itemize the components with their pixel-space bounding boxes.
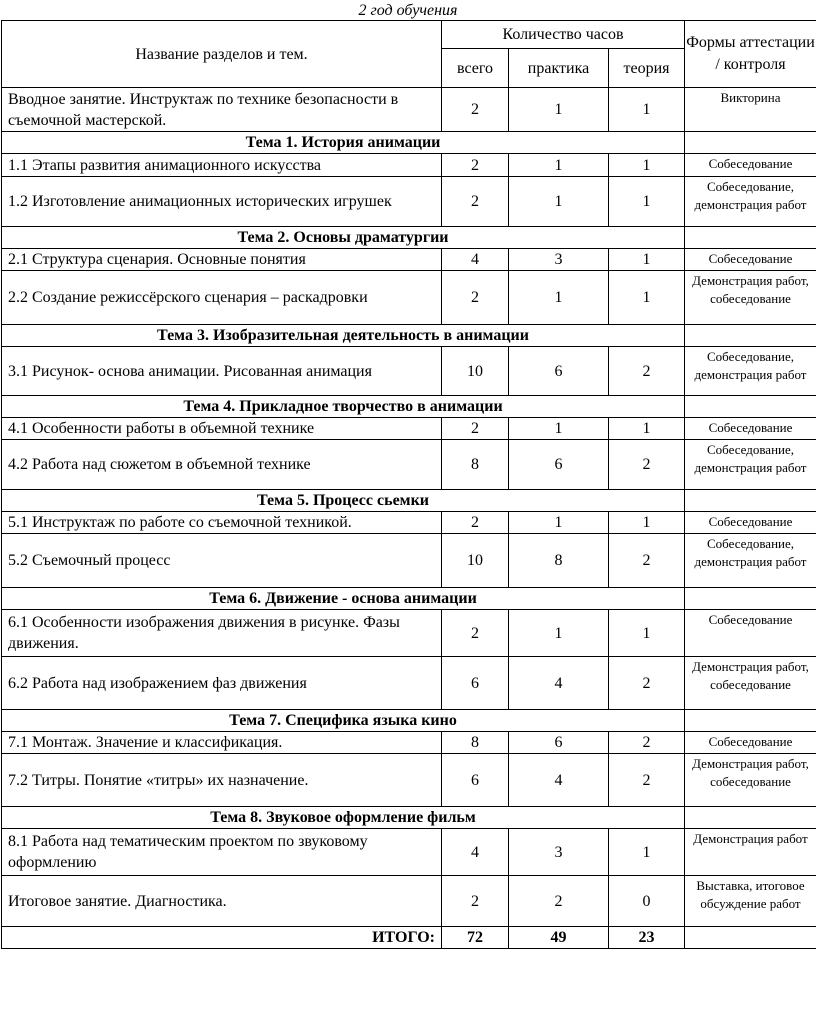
row-title: 4.1 Особенности работы в объемной технике — [2, 418, 442, 440]
row-assessment-form: Викторина — [685, 88, 816, 132]
header-practice: практика — [509, 49, 609, 88]
row-title: Итоговое занятие. Диагностика. — [2, 876, 442, 927]
theme-title: Тема 8. Звуковое оформление фильм — [2, 807, 685, 829]
row-assessment-form: Собеседование, демонстрация работ — [685, 347, 816, 396]
totals-empty-cell — [685, 927, 816, 949]
table-row — [2, 440, 816, 490]
theme-title: Тема 3. Изобразительная деятельность в анимации — [2, 325, 685, 347]
table-row — [2, 271, 816, 325]
row-total-hours: 4 — [442, 249, 509, 271]
row-assessment-form: Выставка, итоговое обсуждение работ — [685, 876, 816, 927]
row-assessment-form: Демонстрация работ, собеседование — [685, 271, 816, 325]
row-total-hours: 4 — [442, 829, 509, 876]
row-total-hours: 2 — [442, 512, 509, 534]
row-practice-hours: 6 — [509, 732, 609, 754]
theme-row — [2, 227, 816, 249]
row-total-hours: 8 — [442, 732, 509, 754]
row-assessment-form: Собеседование — [685, 154, 816, 177]
table-row — [2, 177, 816, 227]
row-practice-hours: 1 — [509, 271, 609, 325]
totals-practice: 49 — [509, 927, 609, 949]
row-title: 1.2 Изготовление анимационных исторических игрушек — [2, 177, 442, 227]
row-theory-hours: 2 — [609, 440, 685, 490]
row-practice-hours: 6 — [509, 347, 609, 396]
row-theory-hours: 1 — [609, 610, 685, 657]
row-theory-hours: 2 — [609, 534, 685, 588]
header-topic: Название разделов и тем. — [2, 21, 442, 88]
row-title: 5.1 Инструктаж по работе со съемочной техникой. — [2, 512, 442, 534]
row-theory-hours: 2 — [609, 754, 685, 807]
row-title: 1.1 Этапы развития анимационного искусства — [2, 154, 442, 177]
theme-title: Тема 6. Движение - основа анимации — [2, 588, 685, 610]
row-assessment-form: Собеседование, демонстрация работ — [685, 534, 816, 588]
row-total-hours: 2 — [442, 177, 509, 227]
table-body — [2, 88, 816, 927]
table-row — [2, 249, 816, 271]
table-row — [2, 732, 816, 754]
row-assessment-form: Собеседование — [685, 610, 816, 657]
row-theory-hours: 1 — [609, 249, 685, 271]
row-title: 7.2 Титры. Понятие «титры» их назначение. — [2, 754, 442, 807]
row-practice-hours: 1 — [509, 418, 609, 440]
row-assessment-form: Демонстрация работ, собеседование — [685, 657, 816, 710]
table-row — [2, 154, 816, 177]
totals-total: 72 — [442, 927, 509, 949]
row-theory-hours: 0 — [609, 876, 685, 927]
theme-row — [2, 710, 816, 732]
row-total-hours: 6 — [442, 754, 509, 807]
theme-empty-cell — [685, 710, 816, 732]
row-practice-hours: 1 — [509, 177, 609, 227]
table-caption: 2 год обучения — [358, 2, 458, 19]
row-assessment-form: Собеседование — [685, 732, 816, 754]
row-assessment-form: Собеседование, демонстрация работ — [685, 177, 816, 227]
theme-row — [2, 325, 816, 347]
row-theory-hours: 2 — [609, 657, 685, 710]
table-row — [2, 754, 816, 807]
row-title: 3.1 Рисунок- основа анимации. Рисованная анимация — [2, 347, 442, 396]
row-practice-hours: 2 — [509, 876, 609, 927]
row-total-hours: 10 — [442, 534, 509, 588]
header-row — [2, 21, 816, 49]
theme-empty-cell — [685, 396, 816, 418]
theme-title: Тема 7. Специфика языка кино — [2, 710, 685, 732]
row-theory-hours: 1 — [609, 418, 685, 440]
row-total-hours: 8 — [442, 440, 509, 490]
hours-table — [1, 20, 816, 949]
header-total: всего — [442, 49, 509, 88]
theme-row — [2, 807, 816, 829]
row-assessment-form: Собеседование — [685, 418, 816, 440]
row-title: 6.1 Особенности изображения движения в рисунке. Фазы движения. — [2, 610, 442, 657]
row-total-hours: 2 — [442, 610, 509, 657]
row-assessment-form: Собеседование — [685, 249, 816, 271]
row-practice-hours: 1 — [509, 610, 609, 657]
row-theory-hours: 1 — [609, 829, 685, 876]
row-title: 8.1 Работа над тематическим проектом по звуковому оформлению — [2, 829, 442, 876]
header-forms: Формы аттестации / контроля — [685, 21, 816, 88]
row-title: 4.2 Работа над сюжетом в объемной технике — [2, 440, 442, 490]
row-practice-hours: 1 — [509, 88, 609, 132]
row-total-hours: 6 — [442, 657, 509, 710]
row-total-hours: 2 — [442, 876, 509, 927]
theme-row — [2, 490, 816, 512]
row-practice-hours: 8 — [509, 534, 609, 588]
row-title: 7.1 Монтаж. Значение и классификация. — [2, 732, 442, 754]
row-title: 5.2 Съемочный процесс — [2, 534, 442, 588]
theme-empty-cell — [685, 227, 816, 249]
row-assessment-form: Собеседование, демонстрация работ — [685, 440, 816, 490]
row-title: 6.2 Работа над изображением фаз движения — [2, 657, 442, 710]
table-row — [2, 657, 816, 710]
table-row — [2, 829, 816, 876]
table-row — [2, 610, 816, 657]
table-row — [2, 876, 816, 927]
totals-row — [2, 927, 816, 949]
table-row — [2, 418, 816, 440]
table-row — [2, 512, 816, 534]
row-theory-hours: 1 — [609, 512, 685, 534]
row-total-hours: 2 — [442, 88, 509, 132]
row-theory-hours: 2 — [609, 347, 685, 396]
row-total-hours: 2 — [442, 154, 509, 177]
row-theory-hours: 1 — [609, 154, 685, 177]
theme-row — [2, 588, 816, 610]
row-assessment-form: Собеседование — [685, 512, 816, 534]
row-practice-hours: 6 — [509, 440, 609, 490]
theme-empty-cell — [685, 588, 816, 610]
row-practice-hours: 1 — [509, 512, 609, 534]
theme-title: Тема 4. Прикладное творчество в анимации — [2, 396, 685, 418]
theme-empty-cell — [685, 807, 816, 829]
theme-title: Тема 1. История анимации — [2, 132, 685, 154]
theme-title: Тема 2. Основы драматургии — [2, 227, 685, 249]
row-assessment-form: Демонстрация работ, собеседование — [685, 754, 816, 807]
table-row — [2, 534, 816, 588]
row-title: 2.2 Создание режиссёрского сценария – раскадровки — [2, 271, 442, 325]
theme-empty-cell — [685, 325, 816, 347]
row-theory-hours: 1 — [609, 271, 685, 325]
row-total-hours: 2 — [442, 271, 509, 325]
row-theory-hours: 1 — [609, 88, 685, 132]
table-row — [2, 347, 816, 396]
totals-label: ИТОГО: — [2, 927, 442, 949]
theme-row — [2, 396, 816, 418]
theme-empty-cell — [685, 132, 816, 154]
table-row — [2, 88, 816, 132]
row-assessment-form: Демонстрация работ — [685, 829, 816, 876]
theme-title: Тема 5. Процесс сьемки — [2, 490, 685, 512]
row-total-hours: 10 — [442, 347, 509, 396]
theme-row — [2, 132, 816, 154]
row-title: Вводное занятие. Инструктаж по технике безопасности в съемочной мастерской. — [2, 88, 442, 132]
row-practice-hours: 3 — [509, 249, 609, 271]
totals-theory: 23 — [609, 927, 685, 949]
row-practice-hours: 3 — [509, 829, 609, 876]
row-practice-hours: 4 — [509, 657, 609, 710]
header-hours: Количество часов — [442, 21, 685, 49]
row-theory-hours: 2 — [609, 732, 685, 754]
theme-empty-cell — [685, 490, 816, 512]
row-theory-hours: 1 — [609, 177, 685, 227]
row-total-hours: 2 — [442, 418, 509, 440]
row-title: 2.1 Структура сценария. Основные понятия — [2, 249, 442, 271]
row-practice-hours: 1 — [509, 154, 609, 177]
row-practice-hours: 4 — [509, 754, 609, 807]
header-theory: теория — [609, 49, 685, 88]
